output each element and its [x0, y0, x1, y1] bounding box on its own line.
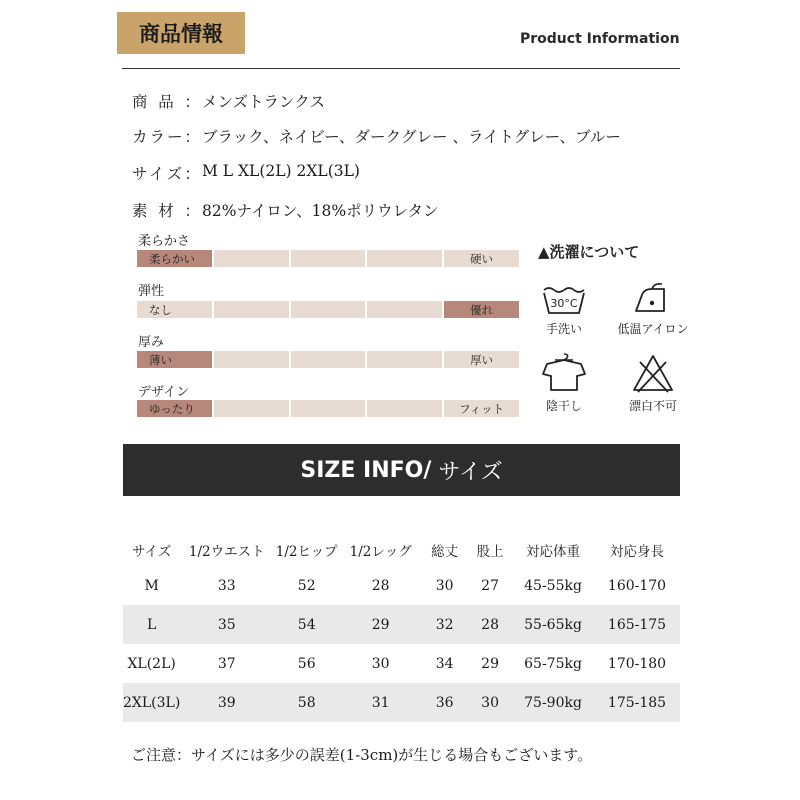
care-label: 陰干し [545, 399, 582, 413]
table-cell: XL(2L) [127, 655, 176, 672]
table-row [123, 683, 680, 722]
table-header-cell: 1/2ウエスト [188, 544, 265, 560]
spec-value: 82%ナイロン、18%ポリウレタン [202, 202, 439, 220]
scale-left-label: なし [149, 302, 172, 317]
scale-cell [444, 301, 519, 318]
scale-cell [214, 301, 289, 318]
care-item-hand-wash [524, 281, 604, 337]
scale-cell [137, 250, 212, 267]
spec-label: 商品： [132, 93, 200, 111]
no-bleach-icon [628, 350, 678, 394]
scale-left-label: ゆったり [149, 401, 195, 416]
table-cell: 30 [371, 655, 390, 672]
feature-title-design: デザイン [138, 385, 190, 400]
feature-title-softness: 柔らかさ [138, 234, 191, 249]
scale-cell [137, 301, 212, 318]
table-cell: 58 [273, 683, 340, 722]
table-cell: 160-170 [607, 577, 667, 594]
table-cell: 28 [468, 605, 512, 644]
table-cell: 29 [340, 605, 421, 644]
size-info-banner [123, 444, 680, 496]
product-info-badge: 商品情報 [117, 12, 245, 54]
washing-care-title: ▲洗濯について [538, 243, 640, 261]
table-cell: 52 [297, 577, 316, 594]
size-banner-bold: SIZE INFO/ [300, 457, 432, 483]
table-cell: 55-65kg [512, 605, 594, 644]
spec-label: 素材： [132, 202, 200, 220]
scale-cell [214, 351, 289, 368]
scale-right-label: 厚い [470, 352, 494, 367]
table-cell: M [144, 577, 159, 594]
table-cell: 2XL(3L) [123, 683, 180, 722]
scale-left-label: 薄い [149, 352, 172, 367]
size-disclaimer-note: ご注意：サイズには多少の誤差(1-3cm)が生じる場合もございます。 [131, 746, 593, 764]
care-label: 漂白不可 [628, 399, 677, 413]
care-label: 手洗い [545, 322, 582, 336]
spec-value: M L XL(2L) 2XL(3L) [202, 162, 360, 180]
feature-scale-design [137, 400, 519, 417]
scale-cell [291, 351, 366, 368]
feature-scale-elasticity [137, 301, 519, 318]
table-cell: 27 [481, 577, 499, 594]
table-cell: 35 [180, 605, 273, 644]
table-header-cell: 股上 [476, 544, 504, 560]
table-row [123, 605, 680, 644]
table-cell: 75-90kg [512, 683, 594, 722]
scale-cell [444, 351, 519, 368]
scale-cell [137, 351, 212, 368]
shade-dry-icon [539, 350, 589, 394]
scale-cell [367, 250, 442, 267]
scale-cell [214, 250, 289, 267]
care-item-no-bleach [613, 350, 693, 414]
scale-cell [214, 400, 289, 417]
scale-right-label: 硬い [470, 251, 494, 266]
scale-right-label: フィット [459, 401, 505, 416]
wash-temp-label: 30°C [550, 297, 578, 310]
header-divider [122, 68, 680, 69]
table-header-cell: サイズ [131, 544, 172, 560]
feature-scale-thickness [137, 351, 519, 368]
table-cell: 36 [421, 683, 468, 722]
scale-cell [444, 250, 519, 267]
table-cell: 37 [217, 655, 236, 672]
table-cell: 34 [435, 655, 454, 672]
table-cell: 54 [273, 605, 340, 644]
size-table [123, 534, 680, 722]
scale-cell [291, 301, 366, 318]
table-row [123, 644, 680, 683]
table-cell: 32 [421, 605, 468, 644]
table-header-cell: 対応体重 [526, 544, 581, 560]
hand-wash-30c-icon [539, 281, 589, 317]
table-cell: 39 [180, 683, 273, 722]
spec-value: ブラック、ネイビー、ダークグレー 、ライトグレー、ブルー [202, 128, 621, 146]
spec-row-size [132, 162, 360, 184]
spec-row-material [132, 199, 438, 221]
low-temp-iron-icon [628, 281, 678, 317]
scale-cell [367, 400, 442, 417]
product-info-subtitle: Product Information [520, 31, 680, 47]
table-cell: 65-75kg [524, 655, 582, 672]
spec-label: カラー： [132, 128, 200, 146]
spec-row-color [132, 125, 621, 147]
scale-cell [367, 351, 442, 368]
spec-value: メンズトランクス [202, 93, 326, 111]
care-item-iron [613, 281, 693, 337]
feature-scale-softness [137, 250, 519, 267]
scale-right-label: 優れ [470, 302, 494, 317]
table-cell: 33 [217, 577, 236, 594]
table-cell: 31 [340, 683, 421, 722]
scale-cell [444, 400, 519, 417]
table-cell: 45-55kg [524, 577, 582, 594]
table-cell: 165-175 [594, 605, 680, 644]
scale-cell [291, 250, 366, 267]
table-row [123, 566, 680, 605]
table-header-cell: 対応身長 [610, 544, 664, 560]
table-header-cell: 1/2レッグ [349, 544, 412, 560]
spec-label: サイズ： [132, 165, 200, 183]
table-cell: 30 [435, 577, 454, 594]
table-cell: L [123, 605, 180, 644]
table-header-cell: 1/2ヒップ [275, 544, 338, 560]
table-cell: 56 [297, 655, 316, 672]
scale-left-label: 柔らかい [149, 251, 195, 266]
table-cell: 170-180 [607, 655, 667, 672]
scale-cell [367, 301, 442, 318]
care-label: 低温アイロン [617, 322, 689, 336]
table-header-cell: 総丈 [431, 544, 459, 560]
table-cell: 29 [481, 655, 499, 672]
size-banner-rest: サイズ [431, 459, 503, 485]
table-header-row [123, 534, 680, 566]
table-cell: 175-185 [594, 683, 680, 722]
feature-title-thickness: 厚み [138, 335, 165, 350]
feature-title-elasticity: 弾性 [138, 284, 165, 299]
table-cell: 28 [371, 577, 390, 594]
scale-cell [291, 400, 366, 417]
care-item-shade-dry [524, 350, 604, 414]
spec-row-product [132, 90, 325, 112]
scale-cell [137, 400, 212, 417]
table-cell: 30 [468, 683, 512, 722]
